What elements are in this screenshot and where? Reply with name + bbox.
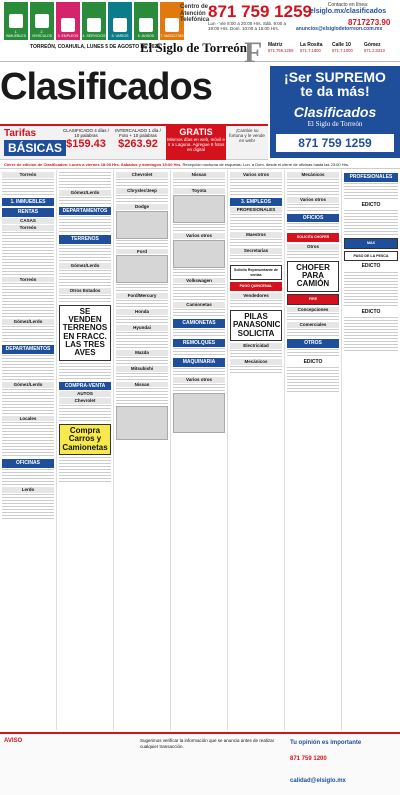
- opinion-label: Tu opinión es importante: [290, 740, 362, 746]
- tarifas-subtitle: BÁSICAS: [4, 140, 66, 156]
- category-icons: [4, 2, 184, 40]
- column-3: Chevrolet Chrysler/Jeep Dodge Ford Ford/Mercury Honda Hyundai Mazda Mitsubishi Nissan: [114, 170, 171, 730]
- aviso-title: AVISO: [4, 738, 23, 744]
- category-varios[interactable]: 5. VARIOS: [108, 2, 132, 40]
- paw-icon: [165, 18, 179, 32]
- ad-brand: Clasificados: [293, 104, 377, 120]
- dateline: TORREÓN, COAHUILA, LUNES 5 DE AGOSTO DE 2024: [30, 44, 160, 50]
- ad-line1b: te da más!: [300, 83, 370, 99]
- column-7: PROFESIONALES EDICTO MAX PASO DE LA PESCA EDICTO EDICTO: [342, 170, 400, 730]
- pago-quincenal-ad[interactable]: PAGO QUINCENAL: [230, 282, 282, 291]
- category-empleos[interactable]: 3. EMPLEOS: [56, 2, 80, 40]
- solicita-chofer-ad[interactable]: SOLICITA CHOFER: [287, 233, 339, 242]
- car-photo: [116, 211, 168, 239]
- contact-site[interactable]: elsiglo.mx/clasificados: [309, 8, 387, 15]
- footer-phone[interactable]: 871 759 1200: [290, 756, 327, 762]
- ad-line1: ¡Ser SUPREMO: [284, 69, 386, 85]
- max-ad[interactable]: MAX: [344, 238, 398, 249]
- ad-photo: [173, 393, 225, 433]
- category-vehiculos[interactable]: 2. VEHÍCULOS: [30, 2, 54, 40]
- newspaper-name: El Siglo de Torreón: [140, 40, 248, 55]
- category-mascotas[interactable]: 7. MASCOTAS: [160, 2, 184, 40]
- solicito-ad[interactable]: Solicito Representante de ventas: [230, 265, 282, 280]
- category-servicios[interactable]: 4. SERVICIOS: [82, 2, 106, 40]
- chofer-camion-ad[interactable]: CHOFER PARA CAMIÓN: [287, 261, 339, 292]
- compra-carros-ad[interactable]: Compra Carros y Camionetas: [59, 424, 111, 455]
- megaphone-icon: [139, 18, 153, 32]
- footer: [0, 732, 400, 795]
- paso-pesca-ad[interactable]: PASO DE LA PESCA: [344, 251, 398, 262]
- main-phone[interactable]: 871 759 1259: [208, 2, 312, 21]
- supremo-ad[interactable]: [270, 66, 400, 158]
- briefcase-icon: [61, 18, 75, 32]
- column-6: Mecánicos Varios otros OFICIOS SOLICITA CHOFER Otros CHOFER PARA CAMIÓN FIRE Concepciones Comerciales OTROS EDICTO: [285, 170, 342, 730]
- city-office: La Rosita 871.7.1800: [300, 42, 323, 53]
- fire-ad[interactable]: FIRE: [287, 294, 339, 305]
- masthead: [0, 66, 260, 122]
- tarifas-bar: [0, 124, 268, 160]
- ad-phone[interactable]: 871 759 1259: [276, 134, 394, 152]
- centro-label: Centro de Atención Telefónica: [180, 4, 210, 24]
- price-clasificado: CLASIFICADO 4 días / 10 palabras $159.43: [62, 128, 109, 150]
- section-letter: F: [244, 36, 263, 69]
- gratis-box: GRATIS Mismos días en web, móvil e Ir a Laguna. Agregue 8 fotos en digital: [166, 126, 226, 160]
- whatsapp-number[interactable]: 8717273.90: [348, 18, 391, 27]
- pilas-ad[interactable]: PILAS PANASONIC SOLICITA: [230, 310, 282, 341]
- category-avisos[interactable]: 6. AVISOS: [134, 2, 158, 40]
- ad-brand-sub: El Siglo de Torreón: [307, 120, 363, 128]
- cambie-text: ¡Cambie su fortuna y le vende en web!: [229, 128, 265, 143]
- calidad-email[interactable]: calidad@elsiglo.mx: [290, 778, 346, 784]
- tarifas-title: Tarifas: [4, 128, 37, 139]
- car-photo: [116, 255, 168, 283]
- price-intercalado: INTERCALADO 1 día / Foto + 10 palabras $263.92: [115, 128, 161, 150]
- aviso-text: Sugerimos verificar la información que se anuncia antes de realizar cualquier transacción.: [140, 738, 275, 749]
- contact-label: Contacto en línea:: [327, 2, 369, 8]
- ad-photo: [116, 406, 168, 440]
- car-photo: [173, 240, 225, 268]
- box-icon: [113, 18, 127, 32]
- classified-columns: [0, 170, 400, 730]
- email-link[interactable]: anuncios@elsiglodetorreon.com.mx: [296, 26, 383, 32]
- city-offices: [268, 42, 396, 53]
- column-4: Nissan Toyota Varios otros Volkswagen Camionetas CAMIONETAS REMOLQUES MAQUINARIA Varios otros: [171, 170, 228, 730]
- contact-block: [300, 2, 396, 15]
- car-photo: [173, 195, 225, 223]
- category-inmuebles[interactable]: 1. INMUEBLES: [4, 2, 28, 40]
- se-venden-ad[interactable]: SE VENDEN TERRENOS EN FRACC. LAS TRES AVES: [59, 305, 111, 361]
- office-hours: Lun - Vie 8:00 a 20:00 Hrs. Sáb. 9:00 a 19:00 Hrs. Dom. 10:00 a 15:00 Hrs.: [208, 21, 286, 31]
- city-office: Calle 10 871.7.1000: [332, 42, 353, 53]
- car-icon: [35, 14, 49, 28]
- column-2: Gómez/Lerdo DEPARTAMENTOS TERRENOS Gómez/Lerdo Otros Estados SE VENDEN TERRENOS EN FRACC. LAS TRES AVES COMPRA-VENTA AUTOS Chevrolet Compra Carros y Camionetas: [57, 170, 114, 730]
- house-icon: [9, 14, 23, 28]
- city-office: Matriz 871.759.1259: [268, 42, 294, 53]
- closing-note: Cierre de edición de Clasificados: Lunes a viernes 18:00 Hrs. Sábados y domingos 15:00 Hrs. Recepción nocturna de esquelas: Lun. a Dom. desde el cierre de oficinas hasta las 23:00 Hrs.: [0, 161, 400, 169]
- column-1: Torreón 1. INMUEBLES RENTAS CASAS Torreón Torreón Gómez/Lerdo DEPARTAMENTOS Gómez/Lerdo Locales OFICINAS Lerdo: [0, 170, 57, 730]
- wrench-icon: [87, 18, 101, 32]
- city-office: Gómez 871.2.8313: [364, 42, 385, 53]
- column-5: Varios otros 3. EMPLEOS PROFESIONALES Maestros Secretarias Solicito Representante de ventas PAGO QUINCENAL Vendedores PILAS PANASONIC SOLICITA Electricidad Mecánicos: [228, 170, 285, 730]
- page-title: Clasificados: [0, 66, 212, 108]
